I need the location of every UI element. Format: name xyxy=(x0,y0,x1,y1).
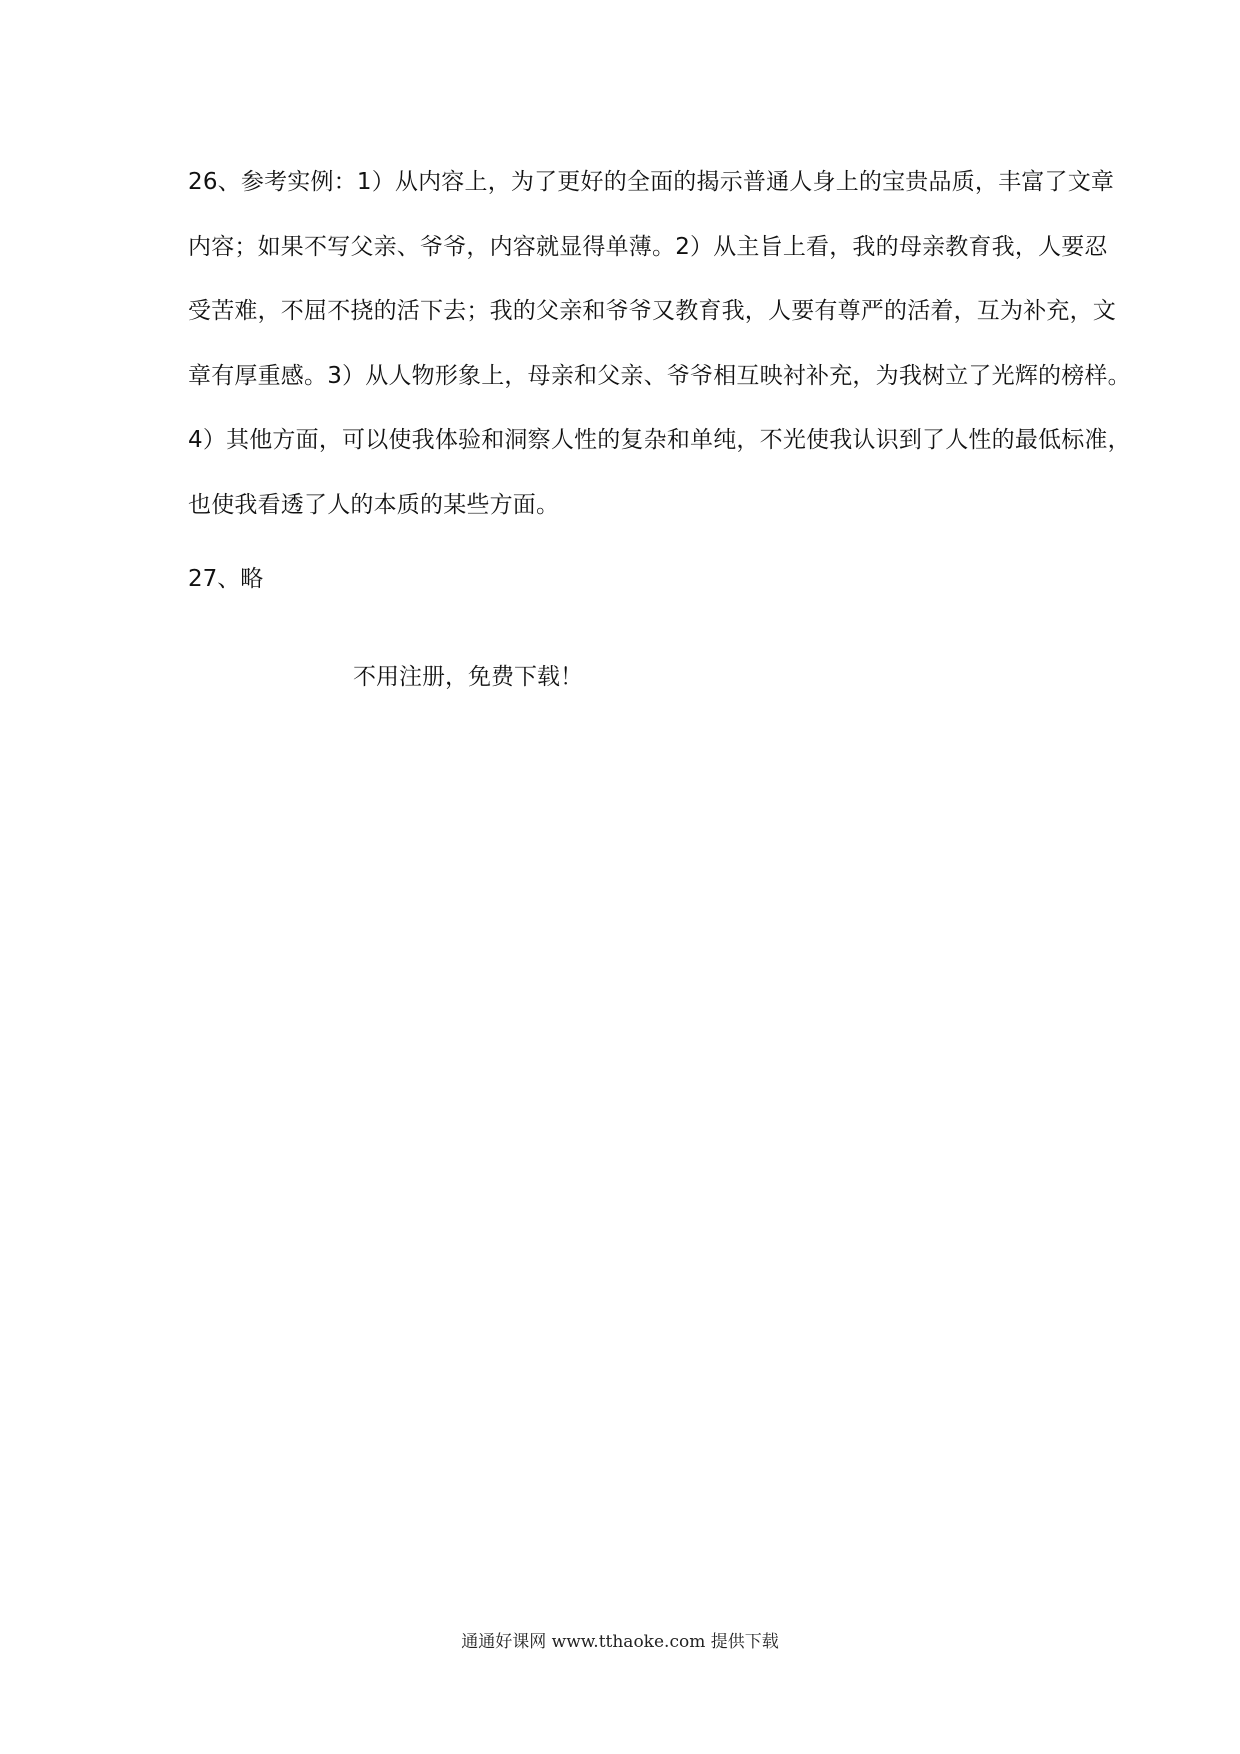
answer-26-line-5: 4）其他方面，可以使我体验和洞察人性的复杂和单纯，不光使我认识到了人性的最低标准， xyxy=(188,427,1131,453)
answer-26 xyxy=(188,160,1131,547)
answer-26-line-3: 受苦难，不屈不挠的活下去；我的父亲和爷爷又教育我，人要有尊严的活着，互为补充，文 xyxy=(188,298,1116,324)
promo-text: 不用注册，免费下载！ xyxy=(353,664,583,690)
answer-26-line-4: 章有厚重感。3）从人物形象上，母亲和父亲、爷爷相互映衬补充，为我树立了光辉的榜样。 xyxy=(188,362,1131,389)
answer-26-line-2: 内容；如果不写父亲、爷爷，内容就显得单薄。2）从主旨上看，我的母亲教育我，人要忍 xyxy=(188,233,1108,260)
answer-26-line-6: 也使我看透了人的本质的某些方面。 xyxy=(188,491,560,518)
answer-27: 27、略 xyxy=(188,566,264,592)
page-footer: 通通好课网 www.tthaoke.com 提供下载 xyxy=(461,1632,779,1652)
answer-26-line-1: 26、参考实例：1）从内容上，为了更好的全面的揭示普通人身上的宝贵品质，丰富了文章 xyxy=(188,169,1115,195)
